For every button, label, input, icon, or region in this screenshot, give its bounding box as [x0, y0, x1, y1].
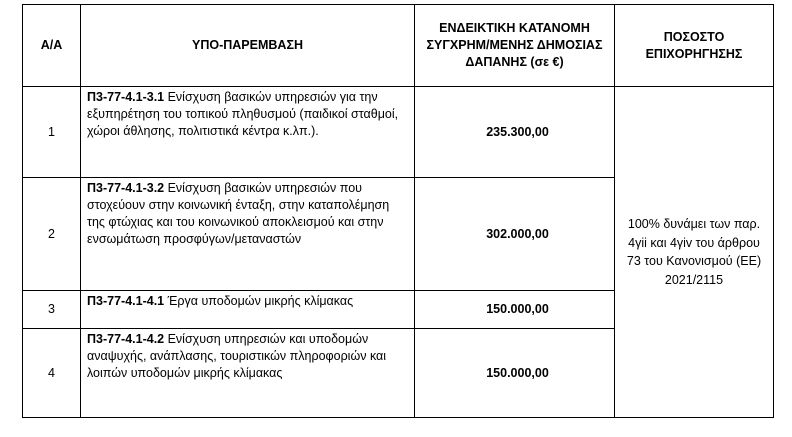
subinterventions-table: [22, 4, 774, 418]
row-number: 4: [23, 329, 81, 418]
row-description-text: Ενίσχυση υπηρεσιών και υποδομών αναψυχής, ανάπλασης, τουριστικών πληροφοριών και λοιπών υποδομών μικρής κλίμακας: [87, 332, 387, 380]
row-code: Π3-77-4.1-4.1: [87, 294, 165, 308]
row-code: Π3-77-4.1-3.2: [87, 181, 165, 195]
row-number: 2: [23, 178, 81, 291]
row-description: [81, 87, 415, 178]
header-allocation: ΕΝΔΕΙΚΤΙΚΗ ΚΑΤΑΝΟΜΗ ΣΥΓΧΡΗΜ/ΜΕΝΗΣ ΔΗΜΟΣΙΑΣ ΔΑΠΑΝΗΣ (σε €): [415, 5, 615, 87]
row-description: [81, 178, 415, 291]
row-number: 1: [23, 87, 81, 178]
table-row: [23, 87, 774, 178]
row-description: [81, 329, 415, 418]
row-code: Π3-77-4.1-4.2: [87, 332, 165, 346]
row-description-text: Ενίσχυση βασικών υπηρεσιών που στοχεύουν στην κοινωνική ένταξη, στην καταπολέμηση της φτώχιας και του κοινωνικού αποκλεισμού και στην ενσωμάτωση προσφύγων/μεταναστών: [87, 181, 390, 246]
header-rate: ΠΟΣΟΣΤΟ ΕΠΙΧΟΡΗΓΗΣΗΣ: [615, 5, 774, 87]
row-amount: 302.000,00: [415, 178, 615, 291]
row-description-text: Ενίσχυση βασικών υπηρεσιών για την εξυπηρέτηση του τοπικού πληθυσμού (παιδικοί σταθμοί, χώροι άθλησης, πολιτιστικά κέντρα κ.λπ.).: [87, 90, 399, 138]
row-amount: 235.300,00: [415, 87, 615, 178]
table-header-row: [23, 5, 774, 87]
header-aa: Α/Α: [23, 5, 81, 87]
row-amount: 150.000,00: [415, 291, 615, 329]
document-page: [22, 4, 774, 418]
row-amount: 150.000,00: [415, 329, 615, 418]
row-description: [81, 291, 415, 329]
row-description-text: Έργα υποδομών μικρής κλίμακας: [164, 294, 354, 308]
grant-rate: 100% δυνάμει των παρ. 4γii και 4γiv του άρθρου 73 του Κανονισμού (ΕΕ) 2021/2115: [615, 87, 774, 418]
header-subintervention: ΥΠΟ-ΠΑΡΕΜΒΑΣΗ: [81, 5, 415, 87]
row-number: 3: [23, 291, 81, 329]
row-code: Π3-77-4.1-3.1: [87, 90, 165, 104]
